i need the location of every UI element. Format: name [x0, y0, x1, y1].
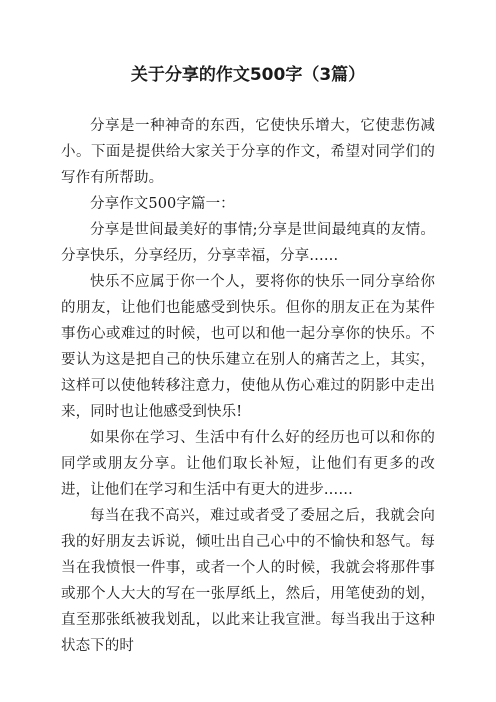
paragraph: 每当在我不高兴，难过或者受了委屈之后，我就会向我的好朋友去诉说，倾吐出自己心中的不愉快和怒气。每当在我愤恨一件事，或者一个人的时候，我就会将那件事或那个人大大的写在一张厚纸上，然后，用笔使劲的划，直至那张纸被我划乱，以此来让我宣泄。每当我出于这种状态下的时 [61, 508, 435, 654]
paragraph-intro: 分享是一种神奇的东西，它使快乐增大，它使悲伤减小。下面是提供给大家关于分享的作文，希望对同学们的写作有所帮助。 [61, 118, 435, 186]
document-title: 关于分享的作文500字（3篇） [130, 65, 366, 85]
paragraph-heading-part-one: 分享作文500字篇一： [90, 196, 235, 212]
paragraph: 分享是世间最美好的事情;分享是世间最纯真的友情。分享快乐，分享经历，分享幸福，分享…… [61, 222, 435, 264]
document-body [61, 113, 435, 659]
paragraph: 如果你在学习、生活中有什么好的经历也可以和你的同学或朋友分享。让他们取长补短，让他们有更多的改进，让他们在学习和生活中有更大的进步…… [61, 430, 435, 498]
paragraph: 快乐不应属于你一个人，要将你的快乐一同分享给你的朋友，让他们也能感受到快乐。但你的朋友正在为某件事伤心或难过的时候，也可以和他一起分享你的快乐。不要认为这是把自己的快乐建立在别人的痛苦之上，其实，这样可以使他转移注意力，使他从伤心难过的阴影中走出来，同时也让他感受到快乐! [61, 274, 435, 420]
